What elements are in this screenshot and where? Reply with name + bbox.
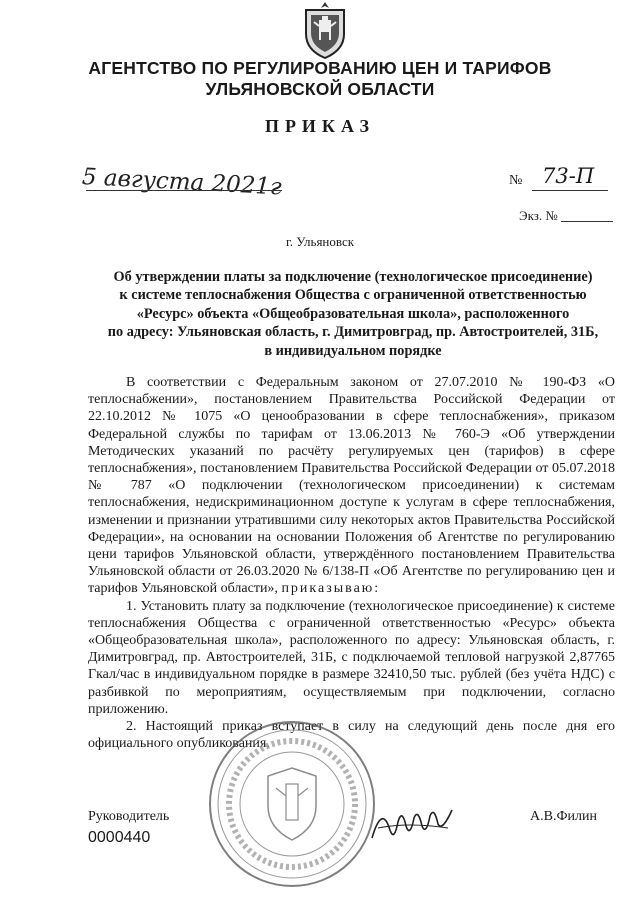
handwritten-date: 5 августа 2021г xyxy=(81,164,283,201)
order-subject xyxy=(88,268,618,360)
preamble-text: В соответствии с Федеральным законом от 27.07.2010 № 190-ФЗ «О теплоснабжении», постановлением Правительства Российской Федерации от 22.10.2012 № 1075 «О ценообразовании в сфере теплоснабжения», приказом Федеральной службы по тарифам от 13.06.2013 № 760-Э «Об утверждении Методических указаний по расчёту регулируемых цен (тарифов) в сфере теплоснабжения», постановлением Правительства Российской Федерации от 05.07.2018 № 787 «О подключении (технологическом присоединении) к системам теплоснабжения, недискриминационном доступе к услугам в сфере теплоснабжения, изменении и признании утратившими силу некоторых актов Правительства Российской Федерации», на основании на основании Положения об Агентстве по регулированию цени тарифов Ульяновской области, утверждённого постановлением Правительства Ульяновской области от 26.03.2020 № 6/138-П «Об Агентстве по регулированию цен и тарифов Ульяновской области», xyxy=(88,375,615,597)
signature-icon xyxy=(368,798,458,848)
number-label: № xyxy=(509,173,523,188)
signer-name: А.В.Филин xyxy=(530,809,597,824)
copy-number-label: Экз. № xyxy=(519,208,558,223)
subject-line-4: по адресу: Ульяновская область, г. Димитровград, пр. Автостроителей, 31Б, xyxy=(107,324,599,341)
subject-line-5: в индивидуальном порядке xyxy=(264,342,442,359)
agency-line-2: УЛЬЯНОВСКОЙ ОБЛАСТИ xyxy=(205,79,435,99)
subject-line-2: к системе теплоснабжения Общества с ограниченной ответственностью xyxy=(119,287,587,304)
coat-of-arms-icon xyxy=(300,0,350,60)
registration-number: 0000440 xyxy=(88,829,151,846)
agency-line-1: АГЕНТСТВО ПО РЕГУЛИРОВАНИЮ ЦЕН И ТАРИФОВ xyxy=(88,58,552,78)
order-title: ПРИКАЗ xyxy=(264,116,376,136)
head-title: Руководитель xyxy=(88,809,170,824)
item-1-paragraph: 1. Установить плату за подключение (технологическое присоединение) к системе теплоснабжения Общества с ограниченной ответственностью «Ресурс» объекта «Общеобразовательная школа», расположенного по адресу: Ульяновская область, г. Димитровград, пр. Автостроителей, 31Б, с подключаемой тепловой нагрузкой 2,87765 Гкал/час в индивидуальном порядке в размере 32410,50 тыс. рублей (без учёта НДС) с разбивкой по мероприятиям, осуществляемым при подключении, согласно приложению. xyxy=(88,598,615,717)
subject-line-3: «Ресурс» объекта «Общеобразовательная школа», расположенного xyxy=(136,305,570,322)
city: г. Ульяновск xyxy=(285,234,355,249)
item-2-paragraph: 2. Настоящий приказ вступает в силу на следующий день после дня его официального опубликования. xyxy=(88,719,615,752)
preamble-paragraph xyxy=(88,374,615,598)
copy-number-underline xyxy=(561,221,613,222)
number-underline xyxy=(532,190,608,191)
date-underline xyxy=(86,190,282,191)
official-seal-icon xyxy=(206,718,378,890)
handwritten-number: 73-П xyxy=(542,164,595,188)
subject-line-1: Об утверждении платы за подключение (технологическое присоединение) xyxy=(113,269,593,285)
orders-word: приказываю: xyxy=(281,581,381,597)
agency-name xyxy=(40,58,600,100)
order-body xyxy=(88,374,615,752)
